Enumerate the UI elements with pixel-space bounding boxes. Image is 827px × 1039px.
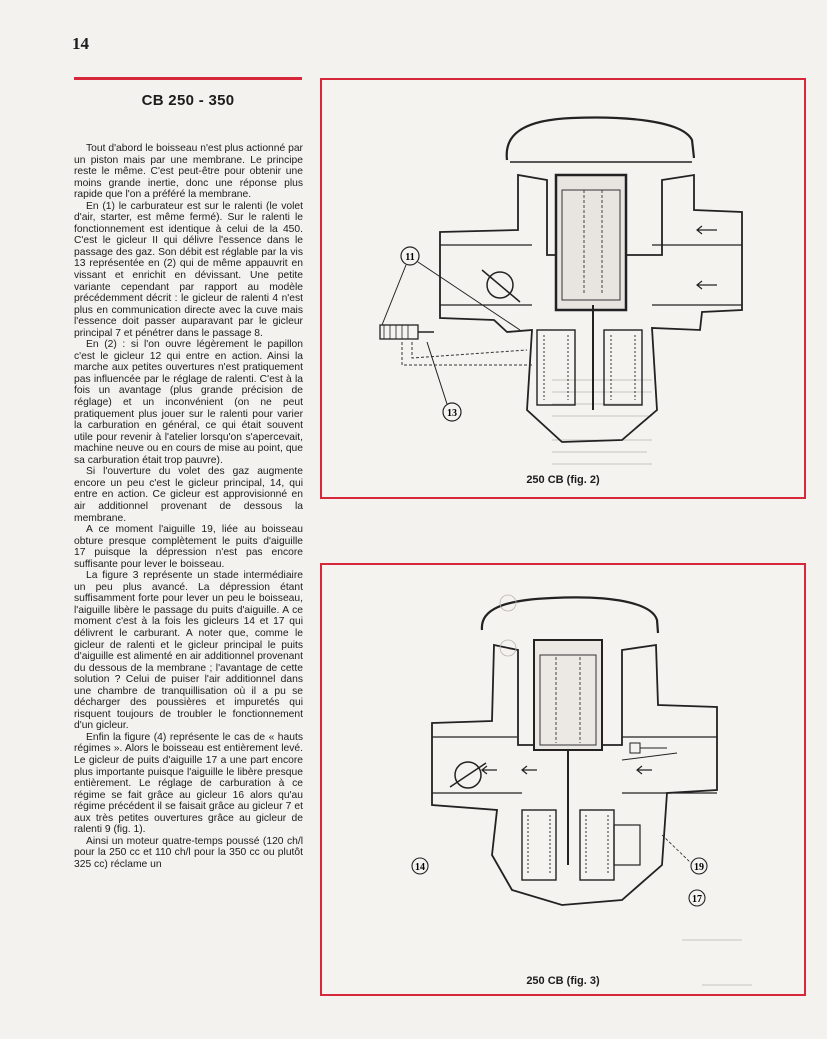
paragraph: Tout d'abord le boisseau n'est plus actionné par un piston mais par une membrane. Le principe reste le même. C'est peut-être pour obtenir une moins grande inertie, donc une réponse plus rapide que l'on a préféré la membrane.	[74, 143, 303, 201]
paragraph: Enfin la figure (4) représente le cas de « hauts régimes ». Alors le boisseau est entièrement levé. Le gicleur de puits d'aiguille 17 a une part encore plus importante puisque l'aiguille le libère presque entièrement. Le réglage de carburation à ce régime se fait grâce au gicleur 16 alors qu'au régime précédent il se faisait grâce au gicleur 7 et aux très petites ouvertures grâce au gicleur de ralenti 9 (fig. 1).	[74, 731, 303, 836]
paragraph: Si l'ouverture du volet des gaz augmente encore un peu c'est le gicleur principal, 14, qui entre en action. Ce gicleur est approvisionné en air additionnel provenant de dessous la membrane.	[74, 466, 303, 524]
callout-13: 13	[447, 408, 457, 419]
figure-2-caption: 250 CB (fig. 2)	[526, 474, 600, 486]
callout-14: 14	[415, 862, 425, 873]
callout-17: 17	[692, 894, 702, 905]
slide	[534, 640, 602, 750]
paragraph: A ce moment l'aiguille 19, liée au boisseau obture presque complètement le puits d'aiguille 17 puisque la dépression n'est pas encore suffisante pour lever le boisseau.	[74, 524, 303, 570]
section-title: CB 250 - 350	[141, 92, 235, 109]
show-through-lines	[552, 380, 652, 464]
header-rule	[74, 77, 302, 80]
idle-screw	[380, 325, 418, 339]
paragraph: En (2) : si l'on ouvre légèrement le papillon c'est le gicleur 12 qui entre en action. Ainsi la marche aux petites ouvertures n'est pratiquement pas influencée par le réglage de ralenti. C'est à la fois un avantage (plus grande précision de réglage) et un inconvénient (on ne peut pratiquement plus jouer sur le ralenti pour varier la carburation en général, ce qui était souvent utile pour revenir à l'atelier lorsqu'on s'apercevait, machine neuve ou en cours de mise au point, que sa carburation était trop pauvre).	[74, 339, 303, 466]
flow-arrow	[637, 766, 652, 774]
paragraph: Ainsi un moteur quatre-temps poussé (120 ch/l pour la 250 cc et 110 ch/l pour la 350 cc ou plutôt 325 cc) réclame un	[74, 835, 303, 870]
flow-arrow	[522, 766, 537, 774]
figure-2	[320, 78, 806, 499]
paragraph: En (1) le carburateur est sur le ralenti (le volet d'air, starter, est même fermé). Sur le ralenti le fonctionnement est identique à celui de la 450. C'est le gicleur II qui délivre l'essence dans le passage des gaz. Son débit est réglable par la vis 13 représentée en (2) qui de même appauvrit en vissant et enrichit en dévissant. Une petite variante cependant par rapport au modèle précédemment décrit : le gicleur de ralenti 4 n'est plus en communication directe avec la cuve mais l'essence doit passer auparavant par le gicleur principal 7 et pénétrer dans le passage 8.	[74, 200, 303, 339]
paragraph: La figure 3 représente un stade intermédiaire un peu plus avancé. La dépression étant suffisamment forte pour lever un peu le boisseau, l'aiguille libère le passage du puits d'aiguille. A ce moment c'est à la fois les gicleurs 14 et 17 qui délivrent le carburant. A noter que, comme le gicleur de ralenti et le gicleur principal le puits d'aiguille est alimenté en air additionnel provenant du dessous de la membrane ; l'avantage de cette solution ? Celui de puiser l'air additionnel dans une chambre de tranquillisation où il a pu se décharger des poussières et impuretés qui risquent toujours de troubler le fonctionnement d'un gicleur.	[74, 570, 303, 732]
slide	[556, 175, 626, 310]
callout-19: 19	[694, 862, 704, 873]
flow-arrow	[697, 226, 717, 234]
callout-11: 11	[405, 252, 415, 263]
figure-3-caption: 250 CB (fig. 3)	[526, 975, 600, 987]
figure-3	[320, 563, 806, 996]
flow-arrow	[697, 281, 717, 289]
body-text	[74, 143, 303, 870]
page-number: 14	[72, 34, 89, 53]
membrane-cover	[507, 118, 694, 160]
carburetor-diagram-fig3	[322, 565, 804, 994]
membrane-cover	[482, 597, 658, 633]
carburetor-diagram-fig2	[322, 80, 804, 497]
flow-arrow	[482, 766, 497, 774]
